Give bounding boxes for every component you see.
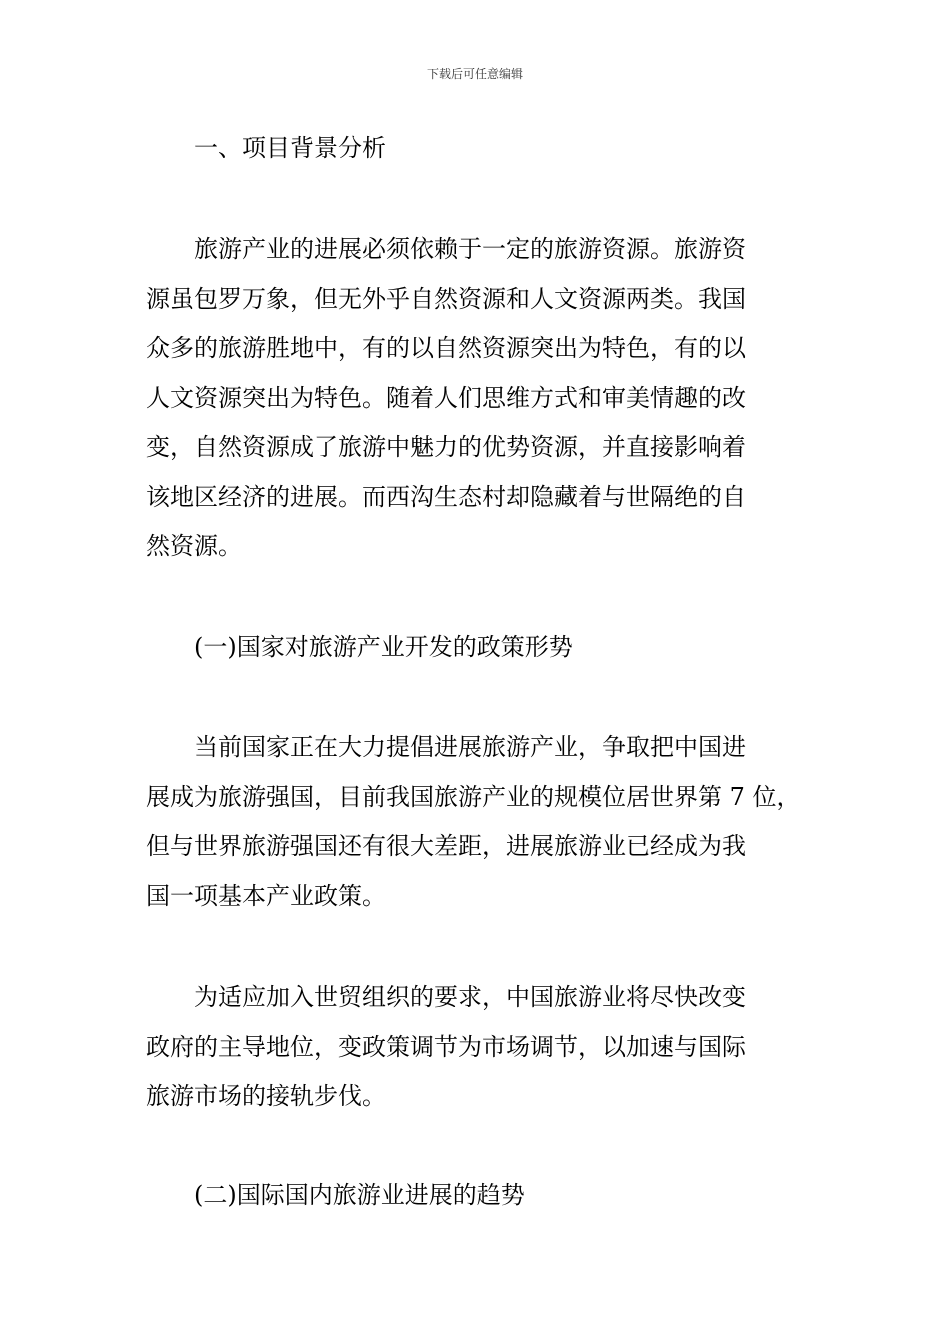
page-header: 下载后可任意编辑 bbox=[426, 67, 523, 81]
paragraph-line: 人文资源突出为特色。随着人们思维方式和审美情趣的改 bbox=[146, 383, 746, 412]
subheading-policy: (一)国家对旅游产业开发的政策形势 bbox=[194, 633, 573, 661]
paragraph-line: 旅游产业的进展必须依赖于一定的旅游资源。旅游资 bbox=[194, 235, 746, 263]
paragraph-line: 旅游市场的接轨步伐。 bbox=[146, 1082, 386, 1110]
paragraph-2 bbox=[146, 723, 816, 921]
paragraph-3 bbox=[146, 973, 816, 1122]
paragraph-line: 然资源。 bbox=[146, 532, 242, 560]
paragraph-line: 源虽包罗万象，但无外乎自然资源和人文资源两类。我国 bbox=[146, 284, 746, 313]
paragraph-line: 政府的主导地位，变政策调节为市场调节，以加速与国际 bbox=[146, 1032, 746, 1061]
paragraph-line: 众多的旅游胜地中，有的以自然资源突出为特色，有的以 bbox=[146, 334, 746, 362]
section-title: 一、项目背景分析 bbox=[194, 134, 386, 162]
paragraph-line: 国一项基本产业政策。 bbox=[146, 881, 386, 910]
paragraph-line: 当前国家正在大力提倡进展旅游产业，争取把中国进 bbox=[194, 733, 746, 761]
paragraph-line: 但与世界旅游强国还有很大差距，进展旅游业已经成为我 bbox=[146, 832, 746, 860]
paragraph-line: 为适应加入世贸组织的要求，中国旅游业将尽快改变 bbox=[194, 983, 746, 1011]
paragraph-line: 展成为旅游强国，目前我国旅游产业的规模位居世界第 7 位， bbox=[146, 782, 801, 811]
subheading-trends: (二)国际国内旅游业进展的趋势 bbox=[194, 1181, 525, 1209]
paragraph-line: 该地区经济的进展。而西沟生态村却隐藏着与世隔绝的自 bbox=[146, 482, 746, 511]
paragraph-1 bbox=[146, 225, 816, 572]
paragraph-line: 变，自然资源成了旅游中魅力的优势资源，并直接影响着 bbox=[146, 433, 746, 461]
